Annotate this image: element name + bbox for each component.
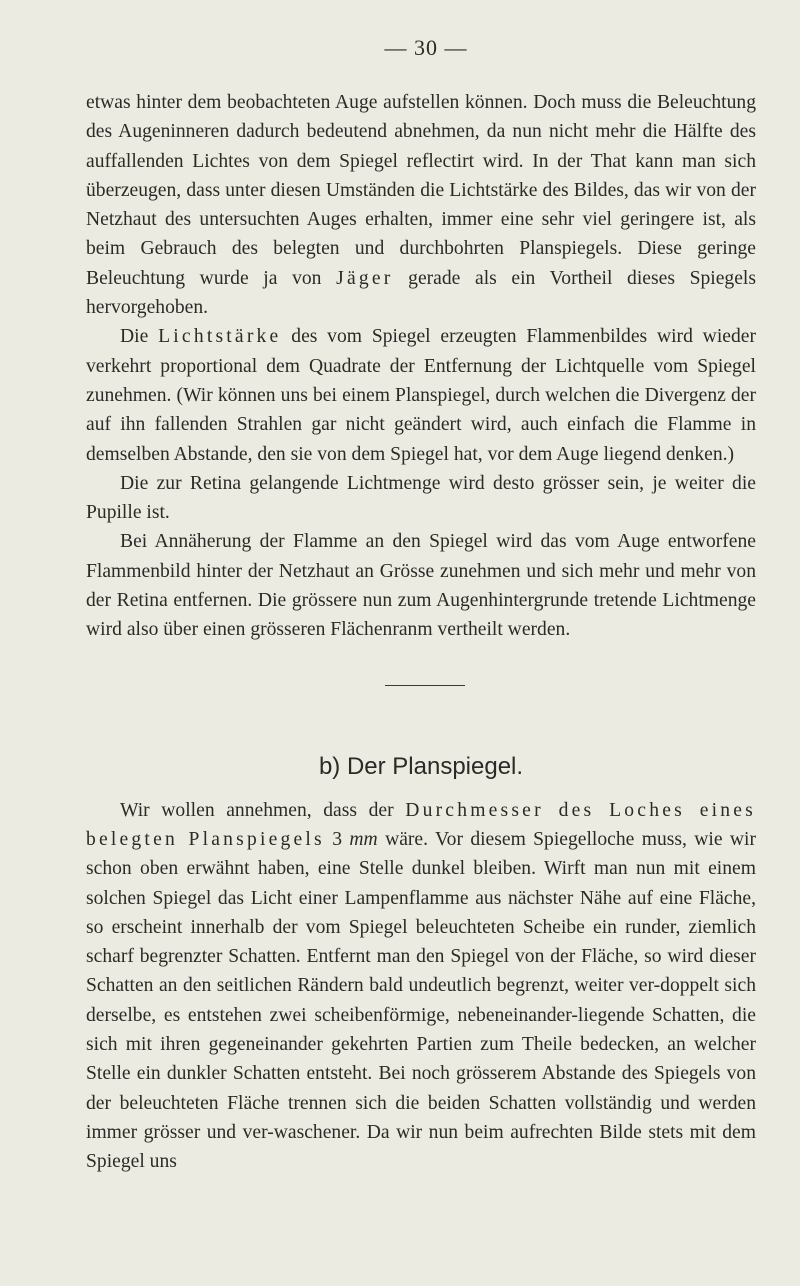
paragraph-3: Die zur Retina gelangende Lichtmenge wird desto grösser sein, je weiter die Pupille ist. (86, 472, 756, 524)
paragraph-5 (86, 796, 756, 1177)
page-number: — 30 — (384, 35, 468, 60)
paragraph-2-rest: des vom Spiegel erzeugten Flammenbildes wird wieder verkehrt proportional dem Quadrate der Entfernung der Lichtquelle vom Spiegel zunehmen. (Wir können uns bei einem Planspiegel, durch welchen die Divergenz der auf ihn fallenden Strahlen gar nicht geändert wird, auch einfach die Flamme in demselben Abstande, den sie von dem Spiegel hat, vor dem Auge liegend denken.) (86, 326, 756, 465)
section-divider (385, 685, 465, 686)
paragraph-2-start: Die (120, 326, 149, 348)
measurement-value: 3 (332, 828, 343, 850)
paragraph-5-rest: wäre. Vor diesem Spiegelloche muss, wie wir schon oben erwähnt haben, eine Stelle dunkel bleiben. Wirft man nun mit einem solchen Spiegel das Licht einer Lampenflamme aus nächster Nähe auf eine Fläche, so erscheint innerhalb der vom Spiegel beleuchteten Scheibe ein runder, ziemlich scharf begrenzter Schatten. Entfernt man den Spiegel von der Fläche, so wird dieser Schatten an den seitlichen Rändern bald undeutlich begrenzt, weiter ver-doppelt sich derselbe, es entstehen zwei scheibenförmige, nebeneinander-liegende Schatten, die sich mit ihren gegeneinander gekehrten Partien zum Theile bedecken, an welcher Stelle ein dunkler Schatten entsteht. Bei noch grösserem Abstande des Spiegels von der beleuchteten Fläche trennen sich die beiden Schatten vollständig und werden immer grösser und ver-waschener. Da wir nun beim aufrechten Bilde stets mit dem Spiegel uns (86, 828, 756, 1173)
measurement-unit: mm (349, 828, 378, 850)
paragraph-2 (86, 322, 756, 468)
paragraph-1-text: etwas hinter dem beobachteten Auge aufstellen können. Doch muss die Beleuchtung des Augeninneren dadurch bedeutend abnehmen, da nun nicht mehr die Hälfte des auffallenden Lichtes von dem Spiegel reflectirt wird. In der That kann man sich überzeugen, dass unter diesen Umständen die Lichtstärke des Bildes, das wir von der Netzhaut des untersuchten Auges erhalten, immer eine sehr viel geringere ist, als beim Gebrauch des belegten und durchbohrten Planspiegels. Diese geringe Beleuchtung wurde ja von (86, 92, 756, 289)
emphasized-term-durchmesser: Durchmesser des Loches eines belegten Planspiegels (86, 799, 756, 850)
paragraph-4: Bei Annäherung der Flamme an den Spiegel wird das vom Auge entworfene Flammenbild hinter der Netzhaut an Grösse zunehmen und sich mehr und mehr von der Retina entfernen. Die grössere nun zum Augenhintergrunde tretende Lichtmenge wird also über einen grösseren Flächenranm vertheilt werden. (86, 531, 756, 641)
author-name: Jäger (336, 267, 394, 289)
emphasized-term-lichtstaerke: Lichtstärke (158, 326, 282, 348)
section-heading: b) Der Planspiegel. (318, 752, 524, 780)
paragraph-1-end: gerade als ein Vortheil dieses Spiegels hervorgehoben. (86, 267, 756, 319)
paragraph-5-start: Wir wollen annehmen, dass der (120, 799, 394, 821)
paragraph-1 (86, 88, 756, 322)
